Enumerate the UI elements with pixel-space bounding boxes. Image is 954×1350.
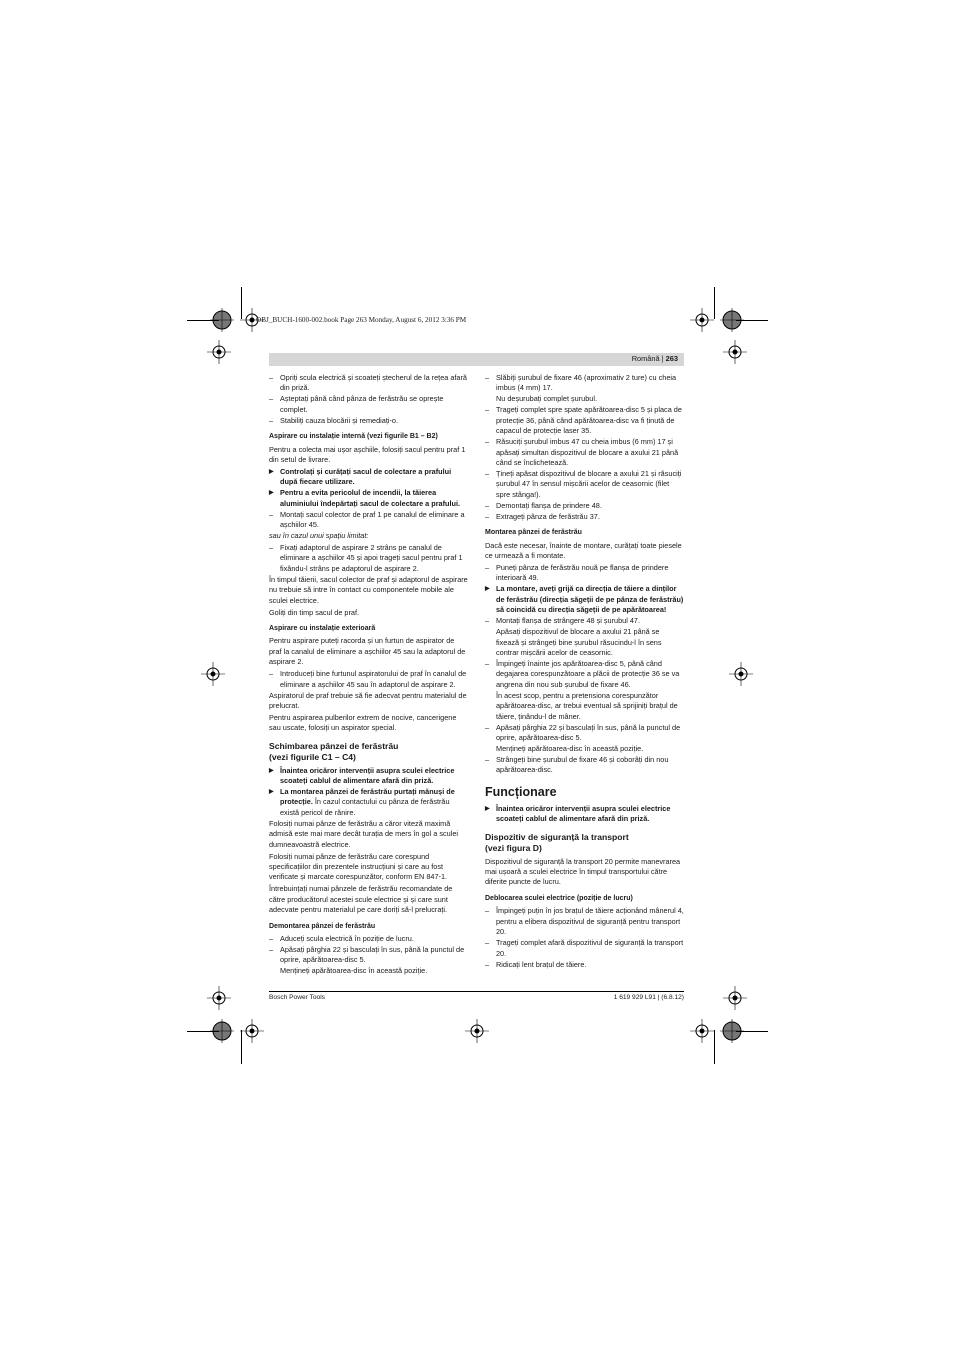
arrow-right-icon: ▶: [485, 805, 490, 812]
warning-item: [485, 804, 684, 825]
warning-text: Înaintea oricăror intervenții asupra sculei electrice scoateți cablul de alimentare afară din priză.: [496, 803, 671, 824]
arrow-right-icon: ▶: [269, 767, 274, 774]
list-item: [269, 543, 468, 574]
list-item-text: Montați flanșa de strângere 48 și șurubul 47.: [496, 616, 640, 626]
paragraph: Folosiți numai pânze de ferăstrău a căror viteză maximă admisă este mai mare decât turația de mers în gol a sculei dumneavoastră electrice.: [269, 818, 458, 849]
list-item: [485, 960, 684, 970]
list-item: [485, 906, 684, 937]
warning-text: Controlați și curățați sacul de colectare a prafului după fiecare utilizare.: [280, 466, 452, 487]
list-item: [269, 394, 468, 415]
dash-marker: –: [269, 933, 274, 943]
trim-line: [241, 1030, 242, 1064]
italic-note: sau în cazul unui spațiu limitat:: [269, 531, 369, 541]
crosshair-icon: [723, 340, 747, 364]
warning-text-bold: La montarea pânzei de ferăstrău purtați mănuși de protecție.: [280, 787, 455, 807]
crosshair-icon: [723, 986, 747, 1010]
crosshair-icon: [465, 1019, 489, 1043]
crosshair-icon: [690, 1019, 714, 1043]
dash-marker: –: [485, 659, 490, 668]
list-item-text: Strângeți bine șurubul de fixare 46 și coborâți din nou apărătoarea-disc.: [496, 755, 669, 775]
list-item: [485, 723, 684, 744]
list-item: [485, 616, 684, 626]
warning-text: La montare, aveți grijă ca direcția de tăiere a dinților de ferăstrău (direcția săgeții de pe pânza de ferăstrău) să coincidă cu direcția săgeții de pe apărătoarea!: [496, 584, 684, 615]
list-item: [485, 563, 684, 584]
warning-text-normal: În cazul contactului cu pânza de ferăstrău există pericol de rănire.: [280, 797, 450, 817]
list-item: [269, 945, 468, 966]
paragraph: Pentru aspirarea pulberilor extrem de nocive, cancerigene sau uscate, folosiți un aspirator special.: [269, 712, 457, 733]
dash-marker: –: [485, 469, 490, 479]
arrow-right-icon: ▶: [269, 789, 274, 796]
paragraph: Pentru aspirare puteți racorda și un furtun de aspirator de praf la canalul de eliminare a așchiilor 45 sau la adaptorul de aspirare 2.: [269, 636, 466, 667]
paragraph: Goliți din timp sacul de praf.: [269, 607, 360, 617]
paragraph: Întrebuințați numai pânzele de ferăstrău recomandate de către producătorul acestei scule electrice și și care sunt adecvate pentru materialul pe care doriți să-l prelucrați.: [269, 884, 453, 915]
crosshair-icon: [201, 662, 225, 686]
list-item-text: Opriți scula electrică și scoateți ștecherul de la rețea afară din priză.: [280, 373, 467, 393]
crosshair-icon: [729, 662, 753, 686]
section-heading: Schimbarea pânzei de ferăstrău: [269, 740, 399, 751]
dash-marker: –: [485, 755, 490, 765]
list-item-text: Împingeți puțin în jos brațul de tăiere acționând mânerul 4, pentru a elibera dispozitivul de siguranță pentru transport 20.: [496, 906, 684, 937]
dash-marker: –: [485, 437, 490, 447]
section-heading-sub: (vezi figura D): [485, 842, 542, 853]
arrow-right-icon: ▶: [485, 586, 490, 593]
list-item: [269, 934, 468, 944]
subheading: Demontarea pânzei de ferăstrău: [269, 922, 376, 930]
list-item-continuation: [269, 966, 468, 976]
footer-rule: [269, 991, 684, 992]
trim-line: [714, 1030, 715, 1064]
list-item-text: Apăsați dispozitivul de blocare a axului 21 până se fixează și strângeți bine șurubul răsucindu-l în sens contrar mișcării acelor de ceasornic.: [496, 627, 662, 657]
paragraph: Folosiți numai pânze de ferăstrău care corespund specificațiilor din prezentele instrucțiuni și care au fost verificate și marcate corespunzător, conform EN 847-1.: [269, 851, 448, 882]
list-item-text: Trageți complet spre spate apărătoarea-disc 5 și placa de protecție 36, până când apărătoarea-disc va fi ținută de capacul de protecție laser 35.: [496, 405, 682, 436]
dash-marker: –: [485, 405, 490, 415]
list-item: [269, 669, 468, 690]
paragraph: În timpul tăierii, sacul colector de praf și adaptorul de aspirare nu trebuie să intre în contact cu componentele mobile ale sculei electrice.: [269, 574, 468, 605]
paragraph: Dacă este necesar, înainte de montare, curățați toate piesele ce urmează a fi montate.: [485, 540, 682, 561]
list-item-text: Aduceți scula electrică în poziție de lucru.: [280, 933, 414, 943]
list-item: [485, 469, 684, 500]
warning-item: [269, 467, 468, 488]
list-item-continuation: [485, 627, 684, 658]
list-item-text: Apăsați pârghia 22 și basculați în sus, până la punctul de oprire, apărătoarea-disc 5.: [280, 944, 465, 965]
language-label: Română: [631, 354, 660, 363]
header-separator: |: [659, 354, 666, 363]
dash-marker: –: [485, 959, 490, 969]
list-item: [269, 373, 468, 394]
paragraph: Dispozitivul de siguranță la transport 20 permite manevrarea mai ușoară a sculei electrice în timpul transportului către diferite puncte de lucru.: [485, 856, 681, 887]
dash-marker: –: [485, 373, 490, 382]
trim-line: [736, 320, 768, 321]
dash-marker: –: [269, 944, 274, 954]
dash-marker: –: [485, 511, 490, 521]
dash-marker: –: [269, 509, 274, 519]
subheading: Aspirare cu instalație internă (vezi figurile B1 – B2): [269, 433, 438, 441]
list-item-text: Țineți apăsat dispozitivul de blocare a axului 21 și răsuciți șurubul 47 în sensul mișcării acelor de ceasornic (filet spre stânga!).: [496, 469, 682, 499]
section-heading: Dispozitiv de siguranță la transport: [485, 831, 629, 842]
warning-item: [269, 787, 468, 818]
list-item-text: Împingeți înainte jos apărătoarea-disc 5, până când degajarea corespunzătoare a plăcii de protecție 36 se va angrena din nou sub șurubul de fixare 46.: [496, 659, 680, 689]
dash-marker: –: [269, 394, 274, 404]
footer-publisher: Bosch Power Tools: [269, 994, 325, 1001]
dash-marker: –: [485, 616, 490, 626]
list-item-text: Ridicați lent brațul de tăiere.: [496, 959, 587, 969]
dash-marker: –: [485, 500, 490, 510]
list-item-text: Așteptați până când pânza de ferăstrău se oprește complet.: [280, 394, 444, 414]
list-item-continuation: [485, 394, 684, 404]
subheading: Deblocarea sculei electrice (poziție de lucru): [485, 894, 633, 902]
list-item: [485, 373, 684, 394]
trim-line: [736, 1031, 768, 1032]
list-item: [485, 437, 684, 468]
footer-doc-code: 1 619 929 L91 | (6.8.12): [613, 994, 684, 1001]
crosshair-icon: [690, 308, 714, 332]
list-item-text: Demontați flanșa de prindere 48.: [496, 500, 602, 510]
list-item: [485, 938, 684, 959]
arrow-right-icon: ▶: [269, 490, 274, 497]
list-item: [269, 510, 468, 531]
subheading: Aspirare cu instalație exterioară: [269, 625, 376, 632]
list-item-text: Nu deșurubați complet șurubul.: [496, 394, 597, 404]
dash-marker: –: [485, 562, 490, 572]
list-item: [485, 659, 684, 690]
list-item-continuation: [485, 691, 684, 722]
list-item-text: Fixați adaptorul de aspirare 2 strâns pe canalul de eliminare a așchiilor 45 și apoi trageți sacul pentru praf 1 fixându-l strâns pe adaptorul de aspirare 2.: [280, 543, 463, 573]
list-item: [485, 501, 684, 511]
list-item: [485, 512, 684, 522]
list-item: [269, 416, 468, 426]
dash-marker: –: [269, 415, 274, 425]
trim-line: [187, 1031, 219, 1032]
paragraph: Pentru a colecta mai ușor așchiile, folosiți sacul pentru praf 1 din setul de livrare.: [269, 444, 466, 465]
list-item-text: Slăbiți șurubul de fixare 46 (aproximativ 2 ture) cu cheia imbus (4 mm) 17.: [496, 373, 677, 393]
warning-item: [485, 584, 684, 615]
crosshair-icon: [207, 986, 231, 1010]
file-info: OBJ_BUCH-1600-002.book Page 263 Monday, August 6, 2012 3:36 PM: [256, 316, 467, 324]
list-item-text: Stabiliți cauza blocării și remediați-o.: [280, 415, 399, 425]
warning-text: Pentru a evita pericolul de incendii, la tăierea aluminiului îndepărtați sacul de colectare a prafului.: [280, 488, 461, 508]
warning-item: [269, 766, 468, 787]
list-item-text: Montați sacul colector de praf 1 pe canalul de eliminare a așchiilor 45.: [280, 509, 465, 530]
list-item-text: Puneți pânza de ferăstrău nouă pe flanșa de prindere interioară 49.: [496, 562, 669, 583]
dash-marker: –: [269, 373, 274, 382]
list-item-text: Mențineți apărătoarea-disc în această poziție.: [496, 744, 644, 754]
list-item-text: Extrageți pânza de ferăstrău 37.: [496, 511, 600, 521]
header-language: [632, 354, 678, 363]
list-item-text: În acest scop, pentru a pretensiona corespunzător apărătoarea-disc, ar trebui eventual să sprijiniți brațul de tăiere, ținându-l de mâner.: [496, 690, 678, 721]
list-item-text: Introduceți bine furtunul aspiratorului de praf în canalul de eliminare a așchiilor 45 sau în adaptorul de aspirare 2.: [280, 669, 467, 689]
list-item-text: Trageți complet afară dispozitivul de siguranță la transport 20.: [496, 938, 684, 958]
warning-item: [269, 488, 468, 509]
dash-marker: –: [485, 906, 490, 916]
list-item: [485, 755, 684, 776]
list-item-text: Răsuciți șurubul imbus 47 cu cheia imbus (6 mm) 17 și apăsați simultan dispozitivul de blocare a axului 21 până când se înclichetează.: [496, 437, 679, 468]
list-item-text: Mențineți apărătoarea-disc în această poziție.: [280, 966, 428, 976]
trim-line: [241, 287, 242, 319]
list-item-text: Apăsați pârghia 22 și basculați în sus, până la punctul de oprire, apărătoarea-disc 5.: [496, 722, 681, 743]
dash-marker: –: [485, 938, 490, 948]
list-item-continuation: [485, 744, 684, 754]
chapter-title: Funcționare: [485, 784, 557, 799]
trim-line: [187, 320, 219, 321]
right-column: [485, 373, 684, 971]
dash-marker: –: [485, 722, 490, 732]
page-header: [269, 353, 684, 366]
subheading: Montarea pânzei de ferăstrău: [485, 529, 582, 537]
paragraph: Aspiratorul de praf trebuie să fie adecvat pentru materialul de prelucrat.: [269, 690, 467, 710]
list-item: [485, 405, 684, 436]
crosshair-icon: [240, 1019, 264, 1043]
dash-marker: –: [269, 543, 274, 553]
dash-marker: –: [269, 669, 274, 679]
trim-line: [714, 287, 715, 319]
crosshair-icon: [207, 340, 231, 364]
left-column: [269, 373, 468, 977]
section-heading-sub: (vezi figurile C1 – C4): [269, 751, 356, 762]
page-number: 263: [665, 354, 678, 363]
arrow-right-icon: ▶: [269, 468, 274, 475]
warning-text: Înaintea oricăror intervenții asupra sculei electrice scoateți cablul de alimentare afară din priză.: [280, 765, 455, 786]
